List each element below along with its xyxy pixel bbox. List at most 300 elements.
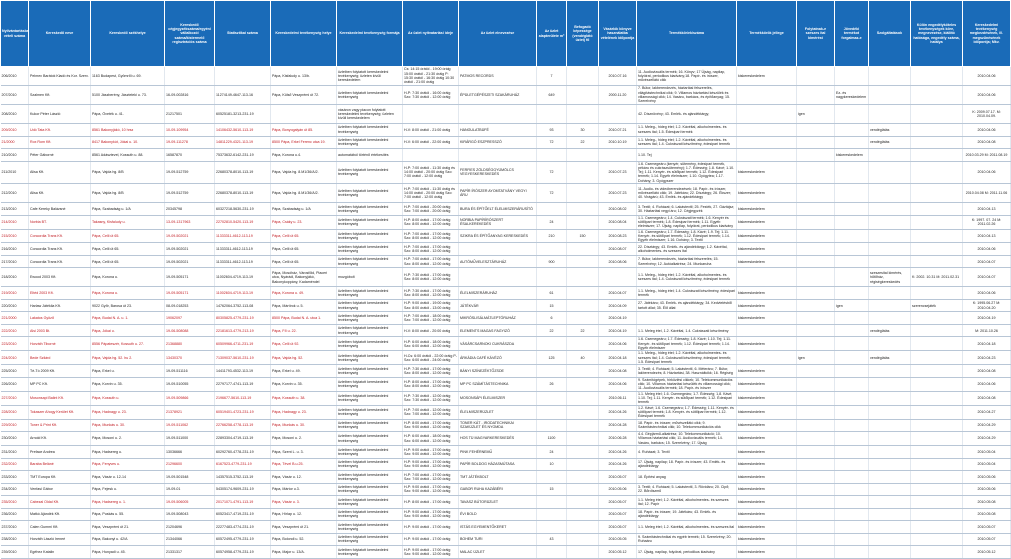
table-cell[interactable]: 5100 Jászberény, Jászteleki u. 73. (91, 86, 165, 105)
table-cell[interactable]: Pápa, Jókai u. (91, 324, 165, 337)
table-row[interactable] (1, 471, 1011, 484)
table-cell[interactable] (869, 377, 911, 391)
table-cell[interactable]: 2010.04.26 (599, 446, 637, 459)
table-row[interactable] (1, 521, 1011, 534)
table-row[interactable] (1, 184, 1011, 203)
table-cell[interactable]: ÉVI BOLD (459, 508, 537, 521)
table-cell[interactable]: 2010.05.06 (963, 483, 1011, 496)
table-cell[interactable]: kiskereskedelem (737, 533, 797, 546)
table-cell[interactable] (537, 508, 567, 521)
column-header[interactable]: Termékkör/ek/száma (637, 1, 737, 67)
table-cell[interactable]: 2010.04.06 (963, 86, 1011, 105)
table-cell[interactable]: Szalmen Kft. (29, 86, 91, 105)
table-cell[interactable]: 2010.04.06 (963, 161, 1011, 184)
table-cell[interactable]: 71309037-5610-231-19 (215, 351, 271, 365)
table-cell[interactable]: 2010.07.23 (599, 161, 637, 184)
table-cell[interactable]: ÁRKÁDIA CAFÉ KÁVÉZÓ (459, 351, 537, 365)
table-cell[interactable]: 2010.05.06 (599, 483, 637, 496)
table-cell[interactable] (911, 136, 963, 149)
table-cell[interactable]: H-P: 9:00 órától - 17:00 óráig (403, 533, 459, 546)
table-cell[interactable] (797, 149, 835, 162)
table-cell[interactable] (835, 243, 869, 256)
table-row[interactable] (1, 324, 1011, 337)
table-cell[interactable]: Pápa, Vajda hg. 8/B (91, 184, 165, 203)
table-cell[interactable]: kiskereskedelem (737, 377, 797, 391)
table-cell[interactable]: 2010.05.07 (599, 471, 637, 484)
table-cell[interactable]: Pápa, Vajda hg. 8.M1/36/A/2. (271, 161, 337, 184)
table-cell[interactable]: 2010.04.29 (963, 419, 1011, 432)
table-cell[interactable]: Pápa, Korona u.4. (271, 149, 337, 162)
table-cell[interactable] (599, 268, 637, 287)
table-cell[interactable] (869, 337, 911, 351)
table-cell[interactable] (869, 161, 911, 184)
table-cell[interactable] (567, 391, 599, 405)
table-cell[interactable]: 2010.05.12 (963, 546, 1011, 559)
table-cell[interactable]: 21331317 (165, 546, 215, 559)
table-cell[interactable]: MIKRÓSLISÁLMÁTLEPTÓRUHÁZ (459, 312, 537, 325)
table-cell[interactable] (869, 215, 911, 229)
table-cell[interactable] (737, 324, 797, 337)
table-cell[interactable]: 19-09-501548 (165, 471, 215, 484)
table-cell[interactable]: Norbia BT. (29, 215, 91, 229)
table-cell[interactable]: Baraba Beláné (29, 458, 91, 471)
table-cell[interactable]: Pápa, Fő u. 22. (271, 324, 337, 337)
table-cell[interactable] (835, 432, 869, 446)
table-row[interactable] (1, 377, 1011, 391)
table-cell[interactable] (869, 86, 911, 105)
table-cell[interactable]: üzletben folytatott kereskedelmi tevékenység (337, 391, 403, 405)
table-cell[interactable]: TMT Europa Kft. (29, 471, 91, 484)
table-cell[interactable]: 6167523-4779-231-19 (215, 458, 271, 471)
table-cell[interactable] (835, 136, 869, 149)
table-cell[interactable] (911, 446, 963, 459)
table-cell[interactable]: üzletben folytatott kereskedelmi tevékenység (337, 287, 403, 300)
table-cell[interactable] (567, 446, 599, 459)
table-cell[interactable]: Pápa, Korona u. (91, 287, 165, 300)
table-cell[interactable] (797, 419, 835, 432)
table-cell[interactable]: 2010.04.27 (963, 405, 1011, 419)
table-cell[interactable] (911, 365, 963, 378)
table-cell[interactable]: Pápa, Mártor u.3. (271, 483, 337, 496)
table-cell[interactable]: KIRÁRGÓ ESZPRESSZÓ (459, 136, 537, 149)
table-cell[interactable]: kiskereskedelem (737, 521, 797, 534)
table-cell[interactable]: 2010.04.26 (599, 405, 637, 419)
table-cell[interactable]: 40 (567, 351, 599, 365)
table-cell[interactable]: kiskereskedelem (737, 391, 797, 405)
table-cell[interactable] (835, 521, 869, 534)
table-row[interactable] (1, 161, 1011, 184)
table-cell[interactable]: 2010.04.06 (599, 337, 637, 351)
table-cell[interactable]: 1100 (537, 432, 567, 446)
table-cell[interactable]: 2010.07.21 (599, 124, 637, 137)
table-cell[interactable] (567, 521, 599, 534)
table-cell[interactable] (911, 458, 963, 471)
table-cell[interactable]: TMT JÁTÉKBOLT (459, 471, 537, 484)
table-cell[interactable]: Tokaszer Ahogy Kerület Kft. (29, 405, 91, 419)
table-cell[interactable]: 80305825-4779-231-19 (215, 312, 271, 325)
table-cell[interactable]: 22277483-4774-231-19 (215, 521, 271, 534)
table-cell[interactable]: 1.10. Tej (637, 149, 737, 162)
table-cell[interactable] (911, 351, 963, 365)
table-cell[interactable]: vásáron vagy piacon folytatott kereskedelmi tevékenység; üzleten kívüli kereskedelem (337, 105, 403, 124)
table-cell[interactable]: 7 (537, 67, 567, 86)
table-cell[interactable]: 22. Dísztárgy; 43. Emlék- és ajándéktárgy; 1.2. Kávéital, alkoholmentes- és szeszes ital (637, 243, 737, 256)
table-cell[interactable] (911, 287, 963, 300)
table-cell[interactable]: VÁSÁRCSARNOKI CUKRÁSZDA (459, 337, 537, 351)
table-cell[interactable]: 7. Bútor, lakberendezés, háztartási felszerelés, világítástechnikai cikk; 9. Villamos háztartási készülék és villamossági cikk; 14. Vasáru, barkács, és építőanyag; 15. Szerelvény (637, 86, 737, 105)
table-cell[interactable]: GABOR RUHA KAZÁBÉRI (459, 483, 537, 496)
table-cell[interactable] (835, 391, 869, 405)
table-cell[interactable] (797, 184, 835, 203)
table-cell[interactable]: 19-09-505171 (165, 268, 215, 287)
table-cell[interactable]: H-V: 6:00 órától - 22:00 óráig (403, 136, 459, 149)
table-cell[interactable] (797, 521, 835, 534)
table-cell[interactable] (835, 351, 869, 365)
table-cell[interactable]: 1.1. Meleg-, hideg étel; 1.2. Kávéital, alkoholmentes- és szeszes ital; 1.4. Cukrászati készítmény, édesipari termék; 1.5. Édesipari termék (637, 351, 737, 365)
table-cell[interactable] (537, 419, 567, 432)
column-header[interactable]: Kereskedelmi tevékenység formája (337, 1, 403, 67)
table-cell[interactable]: 14411793-4532-113-19 (215, 365, 271, 378)
table-cell[interactable]: 4. Ruházat; 3. Textil (637, 446, 737, 459)
table-cell[interactable]: 2010.03.29 M: 2011.08.19 (963, 149, 1011, 162)
table-cell[interactable] (567, 86, 599, 105)
column-header[interactable]: Termékkörök jellege (737, 1, 797, 67)
table-cell[interactable]: üzletben folytatott kereskedelmi tevékenység (337, 299, 403, 312)
table-cell[interactable] (797, 377, 835, 391)
table-cell[interactable]: 19-09-512759 (165, 184, 215, 203)
table-cell[interactable]: Pápa, Munkás u. 30. (271, 419, 337, 432)
table-cell[interactable]: H-P: 7:00 órától - 11:30 óráig és 14:00 órától - 20:00 óráig Szo: 7:00 órától - 12:00 óráig (403, 184, 459, 203)
table-cell[interactable]: H-P: 9:00 órától - 17:00 óráig Szo: 9:00 órától - 12:00 óráig (403, 446, 459, 459)
table-cell[interactable] (567, 432, 599, 446)
table-cell[interactable]: 60292760-4778-231-19 (215, 446, 271, 459)
table-cell[interactable]: 26 (537, 377, 567, 391)
table-cell[interactable]: 2010.04.07 (963, 268, 1011, 287)
table-cell[interactable]: Cabezal Oldal Kft. (29, 496, 91, 509)
column-header[interactable]: Az üzlet elnevezése (459, 1, 537, 67)
table-cell[interactable]: 215/2010 (1, 229, 29, 243)
table-cell[interactable]: 19-06-508088 (165, 324, 215, 337)
table-row[interactable] (1, 432, 1011, 446)
table-cell[interactable]: MALAC ÜZLET (459, 546, 537, 559)
table-cell[interactable]: 1.1. Meleg étel; 1.6. Csemegeáru; 1.7. Édesség; 1.8. Kávé; 1.10. Tej; 1.11. Kenyér- és sütőipari termék; 1.12. Édesipari termék (637, 391, 737, 405)
table-cell[interactable] (537, 337, 567, 351)
table-cell[interactable]: 2010.04.13 (963, 203, 1011, 216)
table-cell[interactable]: 16587870 (165, 149, 215, 162)
table-cell[interactable]: 7. Bútor, lakberendezés, háztartási felszerelés; 15. Szerelvény; 12. Autóalkatrész; 24. Munkaruha (637, 255, 737, 268)
table-cell[interactable] (869, 508, 911, 521)
table-cell[interactable]: 21296600 (165, 458, 215, 471)
table-cell[interactable]: Pápa, Budai N. A. u. 1. (91, 312, 165, 325)
table-cell[interactable]: Té-Tó 2009 Kft. (29, 365, 91, 378)
table-cell[interactable]: kiskereskedelem (737, 243, 797, 256)
table-cell[interactable] (869, 446, 911, 459)
table-cell[interactable]: üzletben folytatott kereskedelmi tevékenység (337, 365, 403, 378)
table-cell[interactable] (737, 268, 797, 287)
table-cell[interactable]: BOHEM TURI (459, 533, 537, 546)
table-cell[interactable]: 220/2010 (1, 299, 29, 312)
table-cell[interactable] (835, 508, 869, 521)
table-row[interactable] (1, 299, 1011, 312)
table-cell[interactable]: 2010.04.07 (599, 287, 637, 300)
table-cell[interactable] (869, 312, 911, 325)
table-cell[interactable] (835, 215, 869, 229)
table-cell[interactable]: ELEMENTS MAGAS FAGYIZÓ (459, 324, 537, 337)
table-cell[interactable]: üzletben folytatott kereskedelmi tevékenység (337, 203, 403, 216)
table-cell[interactable]: 2010.05.05 (599, 533, 637, 546)
table-cell[interactable] (737, 351, 797, 365)
table-cell[interactable]: Pápa, Bakonyi u. 42/A (91, 533, 165, 546)
table-cell[interactable]: Toner & Print Kft. (29, 419, 91, 432)
table-cell[interactable]: Ez- és nagykereskedelem (835, 86, 869, 105)
table-cell[interactable]: 10-09-109954 (165, 124, 215, 137)
table-cell[interactable]: H-P: 7:30 órától - 17:00 óráig Szo: 8:00 órától - 12:00 óráig (403, 268, 459, 287)
table-cell[interactable]: Calen Gummi Kft. (29, 521, 91, 534)
table-cell[interactable]: Pápa, Korvin u. 35. (91, 377, 165, 391)
table-cell[interactable] (797, 243, 835, 256)
table-cell[interactable]: Pápa, Celli út 65. (271, 243, 337, 256)
table-cell[interactable] (911, 391, 963, 405)
table-cell[interactable]: HANGULATBÜFÉ (459, 124, 537, 137)
table-cell[interactable] (911, 496, 963, 509)
table-cell[interactable]: 2010.06.28 (599, 432, 637, 446)
table-cell[interactable] (797, 215, 835, 229)
table-cell[interactable] (797, 471, 835, 484)
table-cell[interactable] (911, 521, 963, 534)
table-cell[interactable]: Pelmex Barátok Kiadó és Kor. Szerv. (29, 67, 91, 86)
table-cell[interactable] (797, 312, 835, 325)
table-cell[interactable]: H-P: 9:00 órától - 17:00 óráig Szo: 9:00 órától - 12:00 óráig (403, 458, 459, 471)
table-cell[interactable]: H-P: 6:00 órától - 18:00 óráig Szo: 6:00 órától - 12:00 óráig (403, 337, 459, 351)
table-cell[interactable] (911, 533, 963, 546)
table-cell[interactable] (835, 496, 869, 509)
table-cell[interactable]: 15 (537, 483, 567, 496)
table-row[interactable] (1, 229, 1011, 243)
table-cell[interactable]: ÉLELMISZERÜZLET (459, 405, 537, 419)
table-cell[interactable]: 1.6. Csemegeáru; 1.7. Édesség; 1.8. Kávé; 1.10. Tej; 1.11. Kenyér- és sütőipari termék; 1.12. Édesipari termék; 1.14. Egyéb élelmiszer (637, 337, 737, 351)
table-cell[interactable]: 60574958-4779-231-19 (215, 546, 271, 559)
table-cell[interactable]: Pápa, Korona u. (91, 268, 165, 287)
table-cell[interactable]: Cs: 14:15 órától - 19:00 óráig 15:00 órától - 21:30 óráig P: 15:30 órától - 16:30 óráig 10:30 órától - 21:00 óráig (403, 67, 459, 86)
table-cell[interactable]: 11333311-4612-113-19 (215, 243, 271, 256)
column-header[interactable]: Kereskedelmi tevékenység megkezdésének, ill. megszűnésének időpontja; Mkv. (963, 1, 1011, 67)
table-cell[interactable]: 2010.05.12 (599, 546, 637, 559)
table-cell[interactable]: Pápa, Mosoni u. 2. (91, 432, 165, 446)
table-cell[interactable] (737, 105, 797, 124)
table-cell[interactable]: 8561 Adásztevel, Kossuth u. 88. (91, 149, 165, 162)
table-cell[interactable]: vendéglátás (869, 124, 911, 137)
table-cell[interactable]: szeszesital kimérés, hűtőház, régiségkereskedés (869, 268, 911, 287)
table-cell[interactable]: Pápa, Celli út 65. (91, 243, 165, 256)
table-cell[interactable] (835, 229, 869, 243)
table-row[interactable] (1, 351, 1011, 365)
table-cell[interactable]: Pápa, Hadsereg u. (91, 446, 165, 459)
table-cell[interactable]: üzletben folytatott kereskedelmi tevékenység (337, 215, 403, 229)
table-cell[interactable]: H-P: 7:00 órától - 17:00 óráig Szo: 8:00 órától - 12:00 óráig (403, 255, 459, 268)
table-cell[interactable]: 11002604-4719-113-19 (215, 287, 271, 300)
table-cell[interactable]: Pápa, Hadsereg u. 1. (91, 496, 165, 509)
table-cell[interactable]: NORBIA PAPÍRÍRÓSZERT ÉSALKEREKEDÉS (459, 215, 537, 229)
table-cell[interactable] (459, 268, 537, 287)
table-cell[interactable]: H-P: 9:00 órától - 17:00 óráig Szo: 9:00 órától - 12:00 óráig (403, 508, 459, 521)
table-cell[interactable]: üzletben folytatott kereskedelmi tevékenység (337, 508, 403, 521)
table-row[interactable] (1, 105, 1011, 124)
table-cell[interactable]: 8417 Bakonykút, Jókai u. 10. (91, 136, 165, 149)
table-cell[interactable]: H-P: 9:00 órától - 17:00 óráig Szo: 9:00 órától - 12:00 óráig (403, 546, 459, 559)
table-cell[interactable] (869, 533, 911, 546)
table-cell[interactable] (567, 419, 599, 432)
table-cell[interactable]: üzletben folytatott kereskedelmi tevékenység; üzleten kívüli kereskedelem (337, 67, 403, 86)
table-cell[interactable]: 1.1. Meleg étel; 1.2. Kávéital, alkoholmentes- és szeszes ital (637, 521, 737, 534)
table-cell[interactable]: szerencsejáték (911, 299, 963, 312)
table-cell[interactable]: 17. Újság, napilap; 18. Papír- és írószer; 43. Emlék- és ajándéktárgy (637, 458, 737, 471)
table-cell[interactable]: Concordia Trans Kft. (29, 243, 91, 256)
table-cell[interactable]: SZIKRA ÉS ÉPÍTŐANYAG KERESKEDÉS (459, 229, 537, 243)
table-cell[interactable]: kiskereskedelem (737, 67, 797, 86)
table-cell[interactable]: 19-09-511116 (165, 365, 215, 378)
column-header[interactable]: Szolgáltatások (869, 1, 911, 67)
table-cell[interactable]: 1.1. Csemegeáru; 1.4. Cukrászati termék; 1.6. Kenyér és sütőipari termék; 1.8. Édesipari termék; 1.11. Egyéb élelmiszer; 17. Újság, napilap, folyóirat, periodikus kiadvány (637, 215, 737, 229)
table-row[interactable] (1, 337, 1011, 351)
table-cell[interactable]: üzletben folytatott kereskedelmi tevékenység (337, 419, 403, 432)
table-cell[interactable]: 224/2010 (1, 351, 29, 365)
table-cell[interactable] (567, 161, 599, 184)
table-cell[interactable] (215, 67, 271, 86)
table-cell[interactable]: 2010.04.19 (599, 312, 637, 325)
table-row[interactable] (1, 255, 1011, 268)
table-cell[interactable]: üzletben folytatott kereskedelmi tevékenység (337, 521, 403, 534)
table-cell[interactable]: 14106432-5610-113-19 (215, 124, 271, 137)
table-cell[interactable] (869, 243, 911, 256)
table-cell[interactable]: 9. Számítástechnikai és egyéb termék; 15. Szerelvény; 20. Ruhaáru (637, 533, 737, 546)
table-cell[interactable]: 3. Textil; 4. Ruházat; 5. Lakástextil, 3. Rövidáru; 20. Cipő; 22. Bőrdíszmű (637, 483, 737, 496)
table-cell[interactable]: Pápa, Kossuth u. 38. (271, 391, 337, 405)
table-cell[interactable]: 233/2010 (1, 471, 29, 484)
table-cell[interactable] (567, 405, 599, 419)
table-cell[interactable]: H-P: 8:00 órától - 17:00 óráig Szo: 9:00 órától - 12:00 óráig (403, 419, 459, 432)
table-cell[interactable]: 19-09-510055 (165, 377, 215, 391)
table-cell[interactable] (567, 149, 599, 162)
table-cell[interactable]: Pápa, Mosóház, Városföld, Piaceri utca, Nyárádi, Bakonyjákó, Bakonykoppány, Kadaméndel (271, 268, 337, 287)
table-cell[interactable]: 229/2010 (1, 419, 29, 432)
table-cell[interactable] (869, 229, 911, 243)
table-cell[interactable] (797, 299, 835, 312)
table-cell[interactable]: 11333311-4612-113-19 (215, 255, 271, 268)
table-cell[interactable]: 10 (537, 458, 567, 471)
table-cell[interactable] (537, 243, 567, 256)
table-cell[interactable]: 2010.04.06 (963, 243, 1011, 256)
table-cell[interactable]: H-P: 7:00 órától - 11:30 óráig és 14:00 órától - 20:00 óráig Szo: 7:00 órától - 12:00 óráig (403, 161, 459, 184)
table-cell[interactable] (869, 471, 911, 484)
table-cell[interactable]: H-P: 7:00 órától - 18:00 óráig Szo: 7:00 órától - 12:00 óráig (403, 312, 459, 325)
table-cell[interactable] (737, 86, 797, 105)
table-cell[interactable]: 19-09-502021 (165, 255, 215, 268)
table-cell[interactable]: Cafe Kereky Balázsné (29, 203, 91, 216)
table-cell[interactable]: 22 (567, 324, 599, 337)
table-cell[interactable]: Pápa, Mártírok u. 5. (271, 299, 337, 312)
table-cell[interactable]: 2010.07.23 (599, 184, 637, 203)
table-cell[interactable]: 2010.06.11 (599, 391, 637, 405)
table-cell[interactable]: Pápa, Erkel u. (91, 365, 165, 378)
table-cell[interactable]: 22 (537, 324, 567, 337)
table-cell[interactable] (911, 124, 963, 137)
table-cell[interactable]: BÁNYI SZÍNEZÉKTŐZSDE (459, 365, 537, 378)
table-cell[interactable]: Pápa, Vajda hg. 52. hu 2. (91, 351, 165, 365)
table-cell[interactable] (835, 546, 869, 559)
table-cell[interactable] (797, 67, 835, 86)
table-cell[interactable]: kiskereskedelem (737, 299, 797, 312)
table-cell[interactable]: K: 2002. 10.31 M: 2011.02.31 (911, 268, 963, 287)
table-cell[interactable]: Pápa, Celli út 65. (271, 229, 337, 243)
table-cell[interactable]: kiskereskedelem (737, 458, 797, 471)
table-cell[interactable]: mozgóbolt (337, 268, 403, 287)
table-cell[interactable]: Pápa, Hunyadi u. 45. (91, 546, 165, 559)
table-cell[interactable]: vendéglátás (869, 324, 911, 337)
table-cell[interactable]: 21217501 (165, 105, 215, 124)
table-cell[interactable] (835, 533, 869, 546)
table-cell[interactable] (835, 268, 869, 287)
table-cell[interactable]: 2010.07.16 (599, 67, 637, 86)
table-cell[interactable] (869, 496, 911, 509)
table-cell[interactable]: 221/2000 (1, 312, 29, 325)
table-cell[interactable]: Pápa, Puskás u. 55. (91, 508, 165, 521)
table-cell[interactable]: 20345798 (165, 203, 215, 216)
table-cell[interactable]: üzletben folytatott kereskedelmi tevékenység (337, 351, 403, 365)
table-cell[interactable]: 207/2010 (1, 86, 29, 105)
table-cell[interactable] (567, 243, 599, 256)
table-cell[interactable]: Pápa, Vásár u. 12-14 (91, 471, 165, 484)
table-cell[interactable]: Pápa, Veszprémi út 21. (271, 521, 337, 534)
table-cell[interactable]: 19-09-502021 (165, 243, 215, 256)
table-cell[interactable]: Pápa, Vásár u. 12. (271, 471, 337, 484)
table-cell[interactable]: 234/2010 (1, 483, 29, 496)
table-cell[interactable] (599, 105, 637, 124)
table-cell[interactable]: Mosonsapi Balint Kft. (29, 391, 91, 405)
table-cell[interactable]: 2010.05.08 (963, 496, 1011, 509)
table-cell[interactable]: 209/2010 (1, 124, 29, 137)
table-cell[interactable]: H-P: 7:30 órától - 17:00 óráig Szo: 8:00 órától - 12:00 óráig (403, 365, 459, 378)
table-cell[interactable]: 900 (537, 255, 567, 268)
table-cell[interactable]: üzletben folytatott kereskedelmi tevékenység (337, 546, 403, 559)
table-cell[interactable]: 216/2010 (1, 243, 29, 256)
table-cell[interactable]: Pápa, Szent L. u. 3. (271, 446, 337, 459)
table-cell[interactable]: 2010.08.02 (599, 203, 637, 216)
table-cell[interactable]: MP PC SZÁMÍTÁSTECHNIKA (459, 377, 537, 391)
table-cell[interactable] (737, 124, 797, 137)
table-cell[interactable]: 1.1. Meleg étel; 1.2. Kávéital, alkoholmentes- és szeszes ital; 12. Papír (637, 496, 737, 509)
table-cell[interactable]: kiskereskedelem (737, 419, 797, 432)
table-cell[interactable]: Horváth László Ireneé (29, 533, 91, 546)
table-cell[interactable]: 217/2010 (1, 255, 29, 268)
table-cell[interactable]: H-P: 9:00 órától - 17:00 óráig Szo: 9:00 órától - 12:00 óráig (403, 483, 459, 496)
table-cell[interactable] (911, 432, 963, 446)
table-row[interactable] (1, 419, 1011, 432)
table-cell[interactable]: Concordia Trans Kft. (29, 229, 91, 243)
table-row[interactable] (1, 483, 1011, 496)
table-cell[interactable]: Pápa, Külső Veszprémi út 72. (271, 86, 337, 105)
table-cell[interactable] (567, 287, 599, 300)
table-cell[interactable] (797, 161, 835, 184)
table-cell[interactable]: 19-09-502021 (165, 229, 215, 243)
table-cell[interactable]: BURA ÉS ÉPÍTŐELT ÉLELMISZERÁRUSÍTÓ (459, 203, 537, 216)
table-cell[interactable] (537, 268, 567, 287)
table-cell[interactable]: 1.1. Meleg-, hideg étel; 1.2. Kávéital, alkoholmentes- és szeszes ital; 1.4. Cukrászati készítmény, édesipari termék (637, 136, 737, 149)
table-cell[interactable]: 2010.04.19 (599, 324, 637, 337)
table-cell[interactable]: M: 2011.10.26 (963, 324, 1011, 337)
table-cell[interactable]: Pápa, Vajda hg. 8/B (91, 161, 165, 184)
table-cell[interactable]: Pápa, Korona u. 49. (271, 287, 337, 300)
column-header[interactable]: Kereskedelmi tevékenység helye (271, 1, 337, 67)
